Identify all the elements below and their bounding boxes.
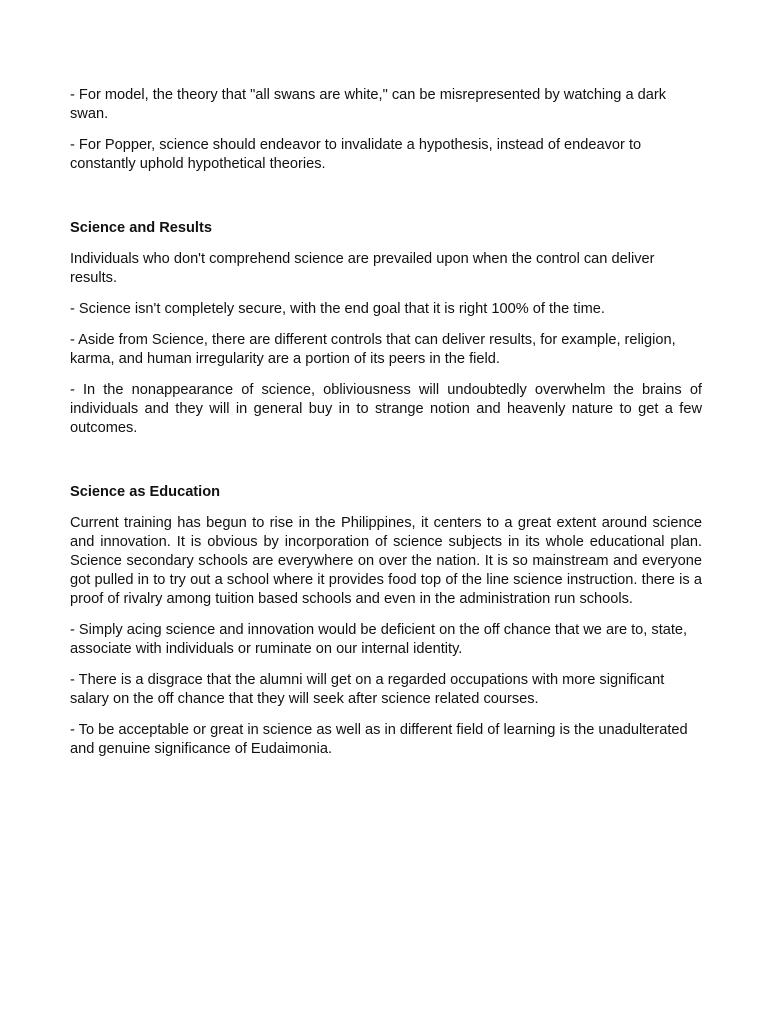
results-paragraph-2: - Science isn't completely secure, with the end goal that it is right 100% of the time.: [70, 301, 605, 317]
document-body: [70, 86, 702, 771]
education-paragraph-2: - Simply acing science and innovation would be deficient on the off chance that we are to, state, associate with individuals or ruminate on our internal identity.: [70, 622, 688, 657]
section-spacer: [70, 186, 702, 219]
section-spacer: [70, 450, 702, 483]
results-paragraph-3: - Aside from Science, there are different controls that can deliver results, for example, religion, karma, and human irregularity are a portion of its peers in the field.: [70, 332, 676, 367]
section-heading-results: Science and Results: [70, 220, 212, 236]
section-heading-education: Science as Education: [70, 484, 221, 500]
results-paragraph-1: Individuals who don't comprehend science are prevailed upon when the control can deliver results.: [70, 251, 655, 286]
education-paragraph-4: - To be acceptable or great in science as well as in different field of learning is the unadulterated and genuine significance of Eudaimonia.: [70, 722, 688, 757]
intro-paragraph-2: - For Popper, science should endeavor to invalidate a hypothesis, instead of endeavor to constantly uphold hypothetical theories.: [70, 137, 642, 172]
education-paragraph-3: - There is a disgrace that the alumni will get on a regarded occupations with more significant salary on the off chance that they will seek after science related courses.: [70, 672, 665, 707]
education-paragraph-1: Current training has begun to rise in the Philippines, it centers to a great extent around science and innovation. It is obvious by incorporation of science subjects in its whole educational plan. Science secondary schools are everywhere on over the nation. It is so mainstream and everyone got pulled in to try out a school where it provides food top of the line science instruction. there is a proof of rivalry among tuition based schools and even in the administration run schools.: [70, 515, 702, 607]
results-paragraph-4: - In the nonappearance of science, obliviousness will undoubtedly overwhelm the brains of individuals and they will in general buy in to strange notion and heavenly nature to get a few outcomes.: [70, 382, 702, 436]
intro-paragraph-1: - For model, the theory that "all swans are white," can be misrepresented by watching a dark swan.: [70, 87, 667, 122]
